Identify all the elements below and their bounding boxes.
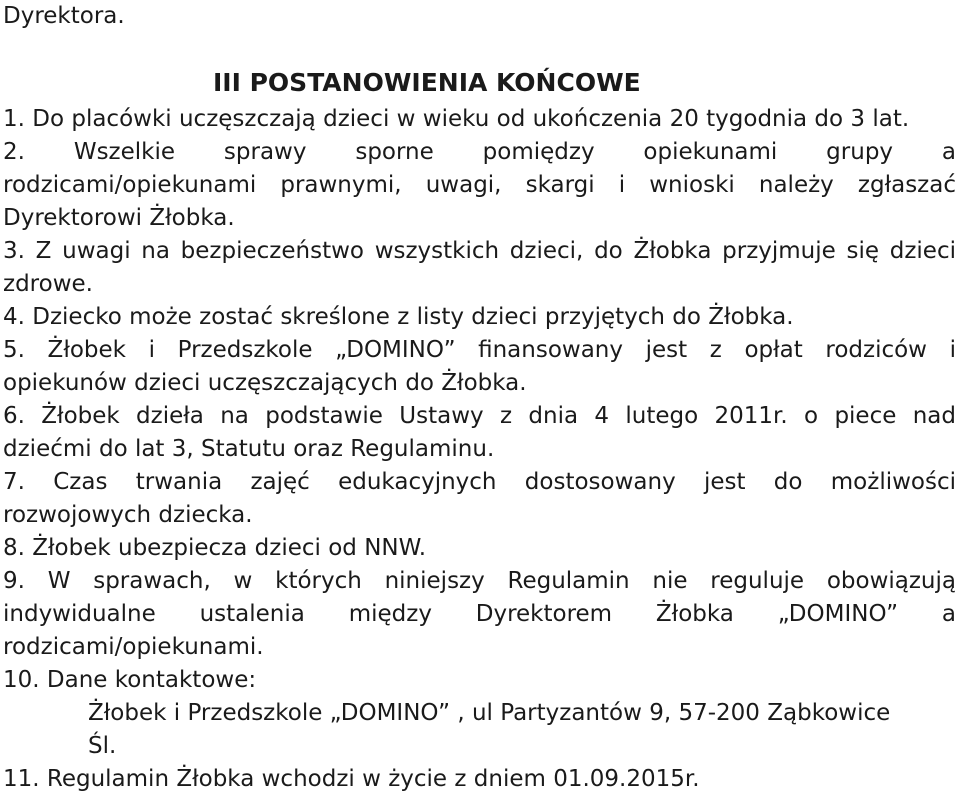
contact-address-line-2: Śl. bbox=[88, 733, 117, 759]
item-3-line-2: zdrowe. bbox=[3, 271, 93, 297]
item-8: 8. Żłobek ubezpiecza dzieci od NNW. bbox=[3, 535, 427, 561]
item-5-line-1: 5. Żłobek i Przedszkole „DOMINO” finansowany jest z opłat rodziców i bbox=[3, 337, 956, 363]
item-2-line-3: Dyrektorowi Żłobka. bbox=[3, 205, 235, 231]
item-2-line-2: rodzicami/opiekunami prawnymi, uwagi, skargi i wnioski należy zgłaszać bbox=[3, 172, 956, 198]
item-4: 4. Dziecko może zostać skreślone z listy dzieci przyjętych do Żłobka. bbox=[3, 304, 794, 330]
document-page bbox=[3, 0, 956, 796]
item-9-line-3: rodzicami/opiekunami. bbox=[3, 634, 264, 660]
item-11: 11. Regulamin Żłobka wchodzi w życie z dniem 01.09.2015r. bbox=[3, 766, 700, 792]
item-7-line-1: 7. Czas trwania zajęć edukacyjnych dostosowany jest do możliwości bbox=[3, 469, 956, 495]
item-5-line-2: opiekunów dzieci uczęszczających do Żłobka. bbox=[3, 370, 527, 396]
section-heading: III POSTANOWIENIA KOŃCOWE bbox=[213, 68, 641, 97]
item-1: 1. Do placówki uczęszczają dzieci w wieku od ukończenia 20 tygodnia do 3 lat. bbox=[3, 106, 910, 132]
item-6-line-2: dziećmi do lat 3, Statutu oraz Regulaminu. bbox=[3, 436, 495, 462]
item-2-line-1: 2. Wszelkie sprawy sporne pomiędzy opiekunami grupy a bbox=[3, 139, 956, 165]
item-3-line-1: 3. Z uwagi na bezpieczeństwo wszystkich dzieci, do Żłobka przyjmuje się dzieci bbox=[3, 238, 956, 264]
item-7-line-2: rozwojowych dziecka. bbox=[3, 502, 253, 528]
item-9-line-2: indywidualne ustalenia między Dyrektorem Żłobka „DOMINO” a bbox=[3, 601, 956, 627]
contact-address-line-1: Żłobek i Przedszkole „DOMINO” , ul Partyzantów 9, 57-200 Ząbkowice bbox=[88, 700, 891, 726]
item-9-line-1: 9. W sprawach, w których niniejszy Regulamin nie reguluje obowiązują bbox=[3, 568, 956, 594]
item-10: 10. Dane kontaktowe: bbox=[3, 667, 257, 693]
item-6-line-1: 6. Żłobek dzieła na podstawie Ustawy z dnia 4 lutego 2011r. o piece nad bbox=[3, 403, 956, 429]
top-fragment: Dyrektora. bbox=[3, 3, 125, 29]
